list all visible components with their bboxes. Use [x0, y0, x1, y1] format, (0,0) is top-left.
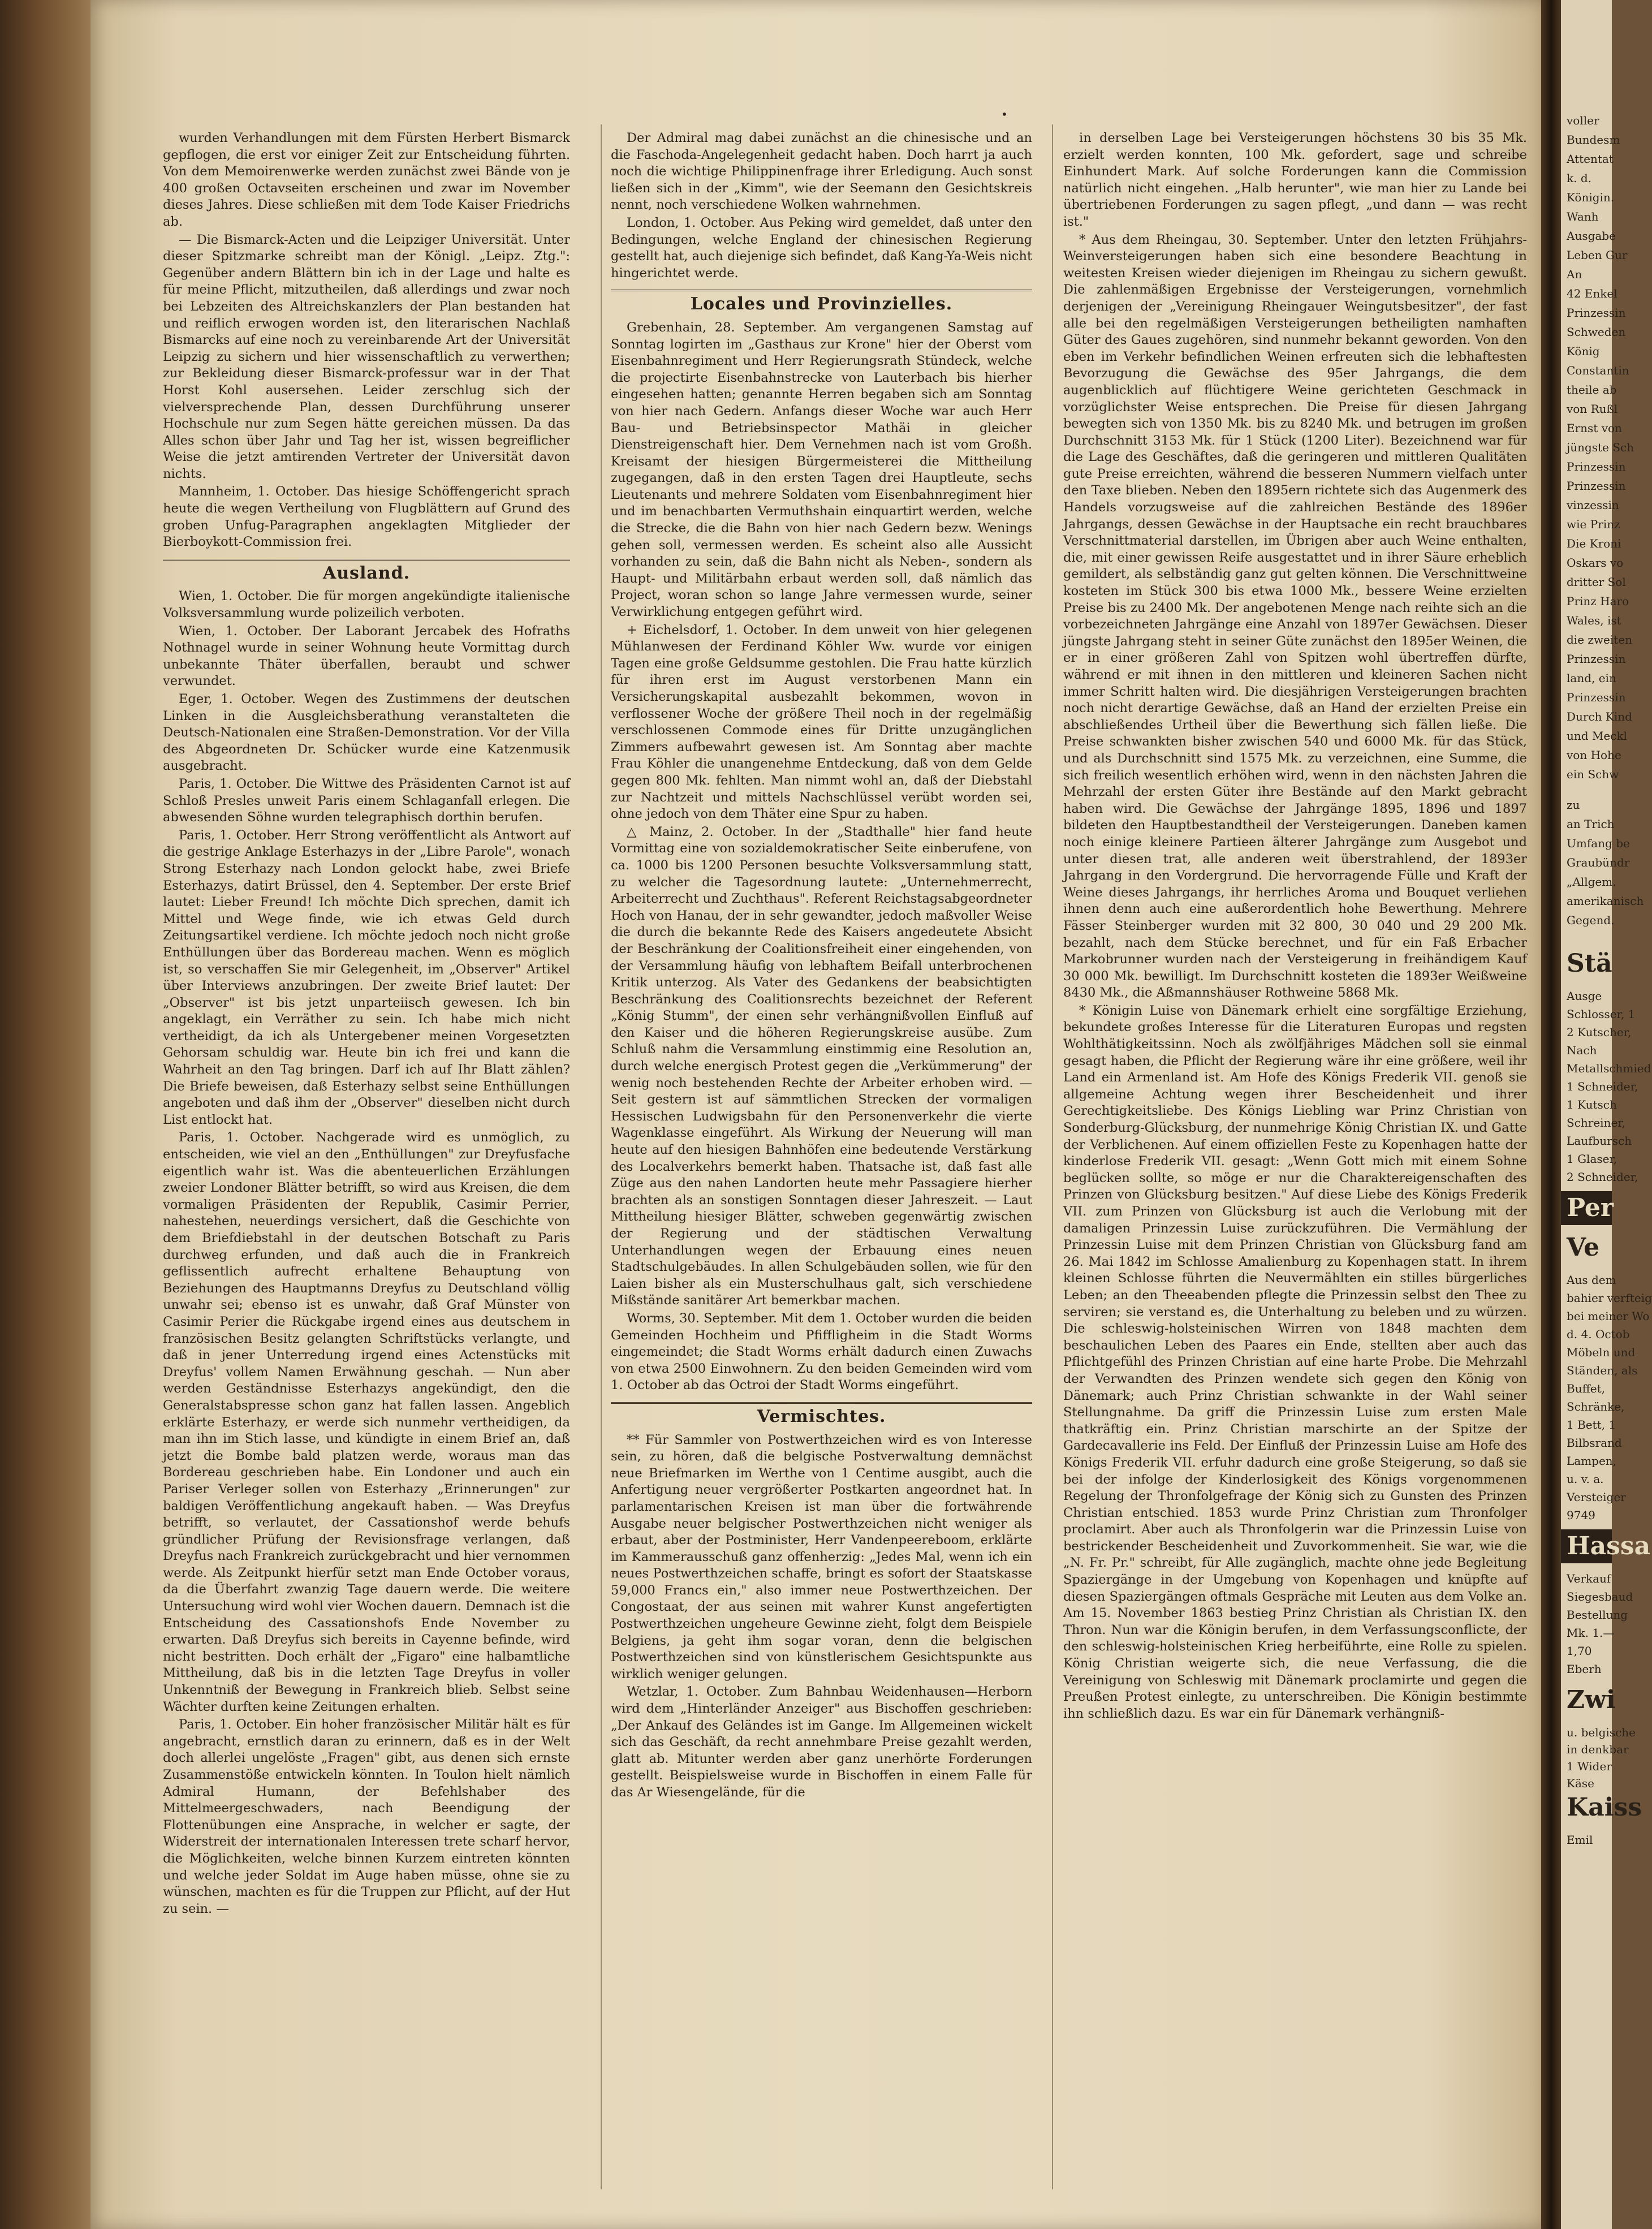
adjacent-page-line: Verkauf [1567, 1572, 1611, 1585]
adjacent-page-line: Versteiger [1567, 1490, 1626, 1504]
adjacent-page-line: „Allgem. [1567, 875, 1616, 889]
adjacent-page-line: Wales, ist [1567, 614, 1621, 627]
article-paragraph: + Eichelsdorf, 1. October. In dem unweit von hier gelegenen Mühlanwesen der Ferdinand Köhler Ww. wurde vor einigen Tagen eine große Geldsumme gestohlen. Die Frau hatte kürzlich für ihren erst im August verstorbenen Mann ein Versicherungskapital ausbezahlt bekommen, wovon in verflossener Woche der größere Theil noch in der regelmäßig verschlossenen Commode eines für Dritte unzugänglichen Zimmers aufbewahrt gewesen ist. Am Sonntag aber machte Frau Köhler die unangenehme Entdeckung, daß von dem Gelde gegen 800 Mk. fehlten. Man nimmt wohl an, daß der Diebstahl zur Nachtzeit und mittels Nachschlüssel verübt worden sei, ohne jedoch von dem Thäter eine Spur zu haben. [611, 622, 1032, 822]
adjacent-page-line: Durch Kind [1567, 710, 1632, 723]
adjacent-page-line: voller [1567, 114, 1599, 127]
adjacent-page-line: Umfang be [1567, 837, 1630, 850]
adjacent-page-line: die zweiten [1567, 633, 1633, 646]
article-paragraph: * Aus dem Rheingau, 30. September. Unter den letzten Frühjahrs-Weinversteigerungen haben sich eine besondere Beachtung in weitesten Kreisen wieder diejenigen im Rheingau zu sichern gewußt. Die zahlenmäßigen Ergebnisse der Versteigerungen, vornehmlich derjenigen der „Vereinigung Rheingauer Weingutsbesitzer", der fast alle bei den regelmäßigen Versteigerungen betheiligten namhaften Güter des Gaues zugehören, sind nunmehr bekannt geworden. Von den eben im Verkehr befindlichen Weinen erfreuten sich die lebhaftesten Bevorzugung die Gewächse des 95er Jahrgangs, die dem augenblicklich auf flüchtigere Weine gerichteten Geschmack in vorzüglichster Weise entsprechen. Die Preise für diesen Jahrgang bewegten sich von 1350 Mk. bis zu 8240 Mk. und betrugen im großen Durchschnitt 3153 Mk. für 1 Stück (1200 Liter). Bezeichnend war für die Lage des Geschäftes, daß die geringeren und mittleren Qualitäten gute Preise erreichten, während die besseren Nummern vielfach unter den Taxe blieben. Neben den 1895ern richtete sich das Augenmerk des Handels vorzugsweise auf die zahlreichen Bestände des 1896er Jahrgangs, dessen Gewächse in der Hauptsache ein recht brauchbares Verschnittmaterial darstellen, im Übrigen aber auch Weine enthalten, die, mit einer gewissen Reife ausgestattet und in ihrer Säure erheblich gemildert, als selbständig ganz gut gelten können. Die Verschnittweine kosteten im Stück 300 bis etwa 1000 Mk., bessere Weine erzielten Preise bis zu 2400 Mk. Der angebotenen Menge nach reihte sich an die vorbezeichneten Jahrgänge eine Anzahl von 1897er Gewächsen. Dieser jüngste Jahrgang steht in seiner Güte zunächst den 1895er Weinen, die er in einer größeren Zahl von Spitzen wohl übertreffen dürfte, während er mit ihnen in den mittleren und kleineren Sachen nicht immer Schritt halten wird. Die diesjährigen Versteigerungen brachten noch nicht derartige Gewächse, daß an Hand der erzielten Preise ein abschließendes Urtheil über die Bewerthung sich fällen ließe. Die Preise schwankten bisher zwischen 540 und 6000 Mk. für das Stück, und als Durchschnitt sind 1575 Mk. zu verzeichnen, eine Summe, die sich freilich wesentlich erhöhen wird, wenn in den nächsten Jahren die Mehrzahl der ersten Güter ihre Bestände auf den Markt gebracht haben wird. Die Gewächse der Jahrgänge 1895, 1896 und 1897 bildeten den Hauptbestandtheil der Versteigerungen. Daneben kamen noch einige kleinere Partieen älterer Jahrgänge zum Ausgebot und unter diesen trat, alle anderen weit überstrahlend, der 1893er Jahrgang in den Vordergrund. Die hervorragende Fülle und Kraft der Weine dieses Jahrgangs, ihr herrliches Aroma und Bouquet verliehen ihnen denn auch eine außerordentlich hohe Bewerthung. Mehrere Fässer Steinberger wurden mit 32 800, 30 040 und 29 200 Mk. bezahlt, nach dem Stücke berechnet, und für ein Faß Erbacher Markobrunner wurden nach der Versteigerung in freihändigem Kauf 30 000 Mk. bewilligt. Im Durchschnitt kosteten die 1893er Weißweine 8430 Mk., die Aßmannshäuser Rothweine 5868 Mk. [1063, 232, 1527, 1001]
column-2 [611, 130, 1032, 2184]
adjacent-page-line: Emil [1567, 1833, 1593, 1847]
adjacent-page-line: zu [1567, 798, 1580, 812]
column-3 [1063, 130, 1527, 2184]
binding-gutter [1541, 0, 1561, 2229]
adjacent-page-line: amerikanisch [1567, 894, 1644, 908]
adjacent-page-fragment [1561, 0, 1652, 2229]
column-rule-1 [601, 124, 602, 2189]
adjacent-page-line: vinzessin [1567, 498, 1619, 512]
adjacent-page-line: wie Prinz [1567, 518, 1620, 531]
adjacent-page-line: Oskars vo [1567, 556, 1624, 570]
adjacent-page-headline: Ve [1567, 1233, 1600, 1262]
adjacent-page-line: jüngste Sch [1567, 441, 1634, 454]
adjacent-page-line: Buffet, [1567, 1382, 1606, 1395]
adjacent-page-line: 2 Kutscher, [1567, 1025, 1632, 1039]
adjacent-page-line: Laufbursch [1567, 1134, 1632, 1148]
adjacent-page-line: 1 Wider [1567, 1760, 1612, 1773]
adjacent-page-line: Ständen, als [1567, 1364, 1638, 1377]
article-paragraph: Wetzlar, 1. October. Zum Bahnbau Weidenhausen—Herborn wird dem „Hinterländer Anzeiger" aus Bischoffen geschrieben: „Der Ankauf des Geländes ist im Gange. Im Allgemeinen wickelt sich das Geschäft, da recht annehmbare Preise gezahlt werden, glatt ab. Mitunter werden aber ganz unerhörte Forderungen gestellt. Beispielsweise wurde in Bischoffen in einem Falle für das Ar Wiesengelände, für die [611, 1684, 1032, 1800]
adjacent-page-line: k. d. [1567, 171, 1591, 185]
column-rule-2 [1052, 124, 1053, 2189]
adjacent-page-headline: Hassa [1567, 1532, 1651, 1560]
adjacent-page-line: Prinzessin [1567, 652, 1626, 666]
adjacent-page-line: 1 Glaser, [1567, 1152, 1618, 1166]
adjacent-page-line: von Hohe [1567, 748, 1621, 762]
adjacent-page-line: an Trich [1567, 817, 1615, 831]
article-paragraph: — Die Bismarck-Acten und die Leipziger Universität. Unter dieser Spitzmarke schreibt man der Königl. „Leipz. Ztg.": Gegenüber andern Blättern bin ich in der Lage und halte es für meine Pflicht, mitzutheilen, daß allerdings und zwar noch bei Lebzeiten des Altreichskanzlers der Plan bestanden hat und reiflich erwogen worden ist, den literarischen Nachlaß Bismarcks auf eine noch zu vereinbarende Art der Universität Leipzig zu sichern und hier wissenschaftlich zu verwerthen; zur Bekleidung dieser Bismarck-professur war in der That Horst Kohl ausersehen. Leider zerschlug sich der vielversprechende Plan, dessen Durchführung unserer Hochschule nur zum Segen hätte gereichen müssen. Da das Alles schon über Jahr und Tag her ist, wissen begreiflicher Weise die jetzt amtirenden Vertreter der Universität davon nichts. [163, 232, 570, 481]
article-paragraph: Grebenhain, 28. September. Am vergangenen Samstag auf Sonntag logirten im „Gasthaus zur Krone" hier der Oberst vom Eisenbahnregiment und Herr Regierungsrath Stündeck, welche die projectirte Eisenbahnstrecke von Lauterbach bis hierher eingesehen hatten; genannte Herren begaben sich am Sonntag von hier nach Gedern. Anfangs dieser Woche war auch Herr Bau- und Betriebsinspector Mathäi in gleicher Dienstreigenschaft hier. Dem Vernehmen nach ist vom Großh. Kreisamt der hiesigen Bürgermeisterei die Mittheilung zugegangen, daß in den ersten Tagen drei Hauptleute, sechs Lieutenants und mehrere Soldaten vom Eisenbahnregiment hier und im benachbarten Vermuthshain einquartirt werden, welche die Strecke, die die Bahn von hier nach Gedern bezw. Wenings gehen soll, vermessen werden. Es scheint also alle Aussicht vorhanden zu sein, daß die Bahn nicht als Neben-, sondern als Haupt- und Militärbahn erbaut werden soll, daß nämlich das Project, woran schon so lange Jahre vermessen wurde, seiner Verwirklichung entgegen geführt wird. [611, 320, 1032, 620]
adjacent-page-line: von Rußl [1567, 402, 1618, 416]
adjacent-page-line: 1 Kutsch [1567, 1098, 1617, 1111]
adjacent-page-line: Lampen, [1567, 1454, 1617, 1468]
adjacent-page-line: 1,70 [1567, 1644, 1592, 1658]
article-paragraph: Mannheim, 1. October. Das hiesige Schöffengericht sprach heute die wegen Vertheilung von Flugblättern auf Grund des groben Unfug-Paragraphen angeklagten Mitglieder der Bierboykott-Commission frei. [163, 484, 570, 550]
adjacent-page-line: 42 Enkel [1567, 287, 1618, 300]
adjacent-page-line: theile ab [1567, 383, 1617, 396]
adjacent-page-line: Attentat [1567, 152, 1614, 166]
adjacent-page-line: Prinzessin [1567, 479, 1626, 493]
adjacent-page-line: An [1567, 268, 1582, 281]
adjacent-page-line: Aus dem [1567, 1273, 1616, 1287]
adjacent-page-line: Gegend. [1567, 913, 1615, 927]
adjacent-page-line: Constantin [1567, 364, 1629, 377]
column-1 [163, 130, 570, 2184]
article-paragraph: Worms, 30. September. Mit dem 1. October wurden die beiden Gemeinden Hochheim und Pfiffligheim in die Stadt Worms eingemeindet; die Stadt Worms erhält dadurch einen Zuwachs von etwa 2500 Einwohnern. Zu den beiden Gemeinden wird vom 1. October ab das Octroi der Stadt Worms eingeführt. [611, 1310, 1032, 1393]
article-paragraph: Paris, 1. October. Die Wittwe des Präsidenten Carnot ist auf Schloß Presles unweit Paris einem Schlaganfall erlegen. Die abwesenden Söhne wurden telegraphisch dorthin berufen. [163, 776, 570, 825]
article-paragraph: Eger, 1. October. Wegen des Zustimmens der deutschen Linken in die Ausgleichsberathung veranstalteten die Deutsch-Nationalen eine Straßen-Demonstration. Vor der Villa des Abgeordneten Dr. Schücker wurde eine Katzenmusik ausgebracht. [163, 692, 570, 774]
adjacent-page-line: Nach [1567, 1044, 1597, 1057]
section-heading-vermischtes: Vermischtes. [611, 1402, 1032, 1425]
article-paragraph: Paris, 1. October. Herr Strong veröffentlicht als Antwort auf die gestrige Anklage Esterhazys in der „Libre Parole", wonach Strong Esterhazy nach London gelockt habe, zwei Briefe Esterhazys, datirt Brüssel, den 4. September. Der erste Brief lautet: Lieber Freund! Ich möchte Dich sprechen, damit ich Mittel und Wege finde, wie ich etwas Geld durch Zeitungsartikel verdiene. Ich möchte jedoch noch nicht große Enthüllungen über das Bordereau machen. Wenn es möglich ist, so verschaffen Sie mir Gelegenheit, im „Observer" Artikel über Interviews anzubringen. Der zweite Brief lautet: Der „Observer" ist bis jetzt unparteiisch gewesen. Ich bin angeklagt, ein Verräther zu sein. Ich habe mich nicht vertheidigt, da ich als Untergebener meinen Vorgesetzten Gehorsam schuldig war. Heute bin ich frei und kann die Wahrheit an den Tag bringen. Darf ich auf Ihr Blatt zählen? Die Briefe beweisen, daß Esterhazy selbst seine Enthüllungen angeboten und daß ihm der „Observer" dieselben nicht durch List entlockt hat. [163, 827, 570, 1127]
article-paragraph: Paris, 1. October. Ein hoher französischer Militär hält es für angebracht, ernstlich daran zu erinnern, daß es in der Welt doch allerlei ungelöste „Fragen" gibt, aus denen sich ernste Zusammenstöße entwickeln könnten. In Toulon hielt nämlich Admiral Humann, der Befehlshaber des Mittelmeergeschwaders, nach Beendigung der Flottenübungen eine Ansprache, in welcher er sagte, der Widerstreit der internationalen Interessen trete scharf hervor, die Möglichkeiten, welche binnen Kurzem eintreten könnten und welche jeder Soldat im Auge haben müsse, ohne sie zu wünschen, machten es für die Truppen zur Pflicht, auf der Hut zu sein. — [163, 1717, 570, 1916]
adjacent-page-line: in denkbar [1567, 1743, 1629, 1756]
article-paragraph: Der Admiral mag dabei zunächst an die chinesische und an die Faschoda-Angelegenheit gedacht haben. Doch harrt ja auch noch die wichtige Philippinenfrage ihrer Erledigung. Auch sonst ließen sich in der „Kimm", wie der Seemann den Gesichtskreis nennt, noch verschiedene Wolken wahrnehmen. [611, 131, 1032, 213]
adjacent-page-line: ein Schw [1567, 768, 1619, 781]
adjacent-page-line: 1 Schneider, [1567, 1080, 1638, 1093]
adjacent-page-line: dritter Sol [1567, 575, 1626, 589]
adjacent-page-line: Käse [1567, 1777, 1594, 1790]
article-paragraph: Paris, 1. October. Nachgerade wird es unmöglich, zu entscheiden, wie viel an den „Enthüllungen" zur Dreyfusfache eigentlich wahr ist. Was die abenteuerlichen Erzählungen zweier Londoner Blätter betrifft, so wird aus Kreisen, die dem vormaligen Präsidenten der Republik, Casimir Perrier, nahestehen, neuerdings versichert, daß die Geschichte von dem Briefdiebstahl in der deutschen Botschaft zu Paris durchweg erfunden, und daß auch die in Frankreich geflissentlich aufrecht erhaltene Behauptung von Beziehungen des Hauptmanns Dreyfus zu Deutschland völlig unwahr sei; ebenso ist es unwahr, daß Graf Münster von Casimir Perier die Rückgabe irgend eines aus deutschem in französischen Besitz gelangten Schriftstücks verlangte, und daß in jener Unterredung irgend eines Actenstücks mit Dreyfus' vollem Namen Erwähnung geschah. — Nun aber werden Geständnisse Esterhazys angekündigt, den die Generalstabspresse schon ganz hat fallen lassen. Angeblich erklärte Esterhazy, er werde sich nunmehr vertheidigen, da man ihn im Stich lasse, und kündigte in einem Brief an, daß jetzt die Bombe bald platzen werde, woraus man das Bordereau geschrieben habe. Ein Londoner und auch ein Pariser Verleger sollen von Esterhazy „Erinnerungen" zur baldigen Veröffentlichung angekauft haben. — Was Dreyfus betrifft, so verlautet, der Cassationshof werde behufs gründlicher Prüfung der Revisionsfrage verlangen, daß Dreyfus nach Frankreich zurückgebracht und hier vernommen werde. Als Zeitpunkt hierfür setzt man Ende October voraus, da die Überfahrt zwanzig Tage dauern werde. Die weitere Untersuchung wird wohl vier Wochen dauern. Demnach ist die Entscheidung des Cassationshofs Ende November zu erwarten. Daß Dreyfus sich bereits in Cayenne befinde, wird nicht bestritten. Doch erhält der „Figaro" eine halbamtliche Mittheilung, daß bis in die letzten Tage Dreyfus in voller Unkenntniß der Bewegung in Frankreich blieb. Selbst seine Wächter durften keine Zeitungen erhalten. [163, 1130, 570, 1714]
adjacent-page-line: Schränke, [1567, 1400, 1625, 1413]
adjacent-page-line: und Meckl [1567, 729, 1627, 743]
adjacent-page-line: bei meiner Wo [1567, 1309, 1650, 1323]
adjacent-page-line: Leben Gur [1567, 248, 1628, 262]
adjacent-page-line: Prinzessin [1567, 691, 1626, 704]
adjacent-page-line: bahier verfteig [1567, 1291, 1652, 1305]
article-paragraph: * Königin Luise von Dänemark erhielt eine sorgfältige Erziehung, bekundete großes Interesse für die Literaturen Europas und regsten Wohlthätigkeitssinn. Noch als zwölfjähriges Mädchen soll sie einmal gesagt haben, die Pflicht der Regierung wäre ihr eine größere, weil ihr Land ein Armenland ist. Am Hofe des Königs Frederik VII. genoß sie allgemeine Achtung wegen ihrer Bescheidenheit und ihrer Gerechtigkeitsliebe. Des Königs Liebling war Prinz Christian von Sonderburg-Glücksburg, der nunmehrige König Christian IX. und Gatte der Verblichenen. Auf einem offiziellen Feste zu Kopenhagen hatte der kinderlose Frederik VII. gesagt: „Wenn Gott mich mit einem Sohne beglücken sollte, so möge er nur die Charaktereigenschaften des Prinzen von Glücksburg besitzen." Auf diese Liebe des Königs Frederik VII. zum Prinzen von Glücksburg ist auch die Verlobung mit der damaligen Prinzessin Luise zurückzuführen. Die Vermählung der Prinzessin Luise mit dem Prinzen Christian von Glücksburg fand am 26. Mai 1842 im Schlosse Amalienburg zu Kopenhagen statt. In ihrem kleinen Schlosse führten die Neuvermählten ein stilles bürgerliches Leben; an den Theeabenden pflegte die Prinzessin selbst den Thee zu serviren; sie verstand es, die Unterhaltung zu beleben und zu würzen. Die schleswig-holsteinischen Wirren von 1848 machten dem beschaulichen Leben des Paares ein Ende, stellten aber auch das Pflichtgefühl des Prinzen Christian auf eine harte Probe. Die Mehrzahl der Verwandten des Prinzen wendete sich gegen den König von Dänemark; auch Prinz Christian schwankte in der Wahl seiner Stellungnahme. Da griff die Prinzessin Luise zum ersten Male thatkräftig ein. Prinz Christian marschirte an der Spitze der Gardecavallerie ins Feld. Der Einfluß der Prinzessin Luise am Hofe des Königs Frederik VII. erfuhr dadurch eine große Steigerung, so daß sie bei der infolge der Kinderlosigkeit des Königs vorgenommenen Regelung der Thronfolgefrage der König sich zu Gunsten des Prinzen Christian entschied. 1853 wurde Prinz Christian zum Thronfolger proclamirt. Aber auch als Thronfolgerin war die Prinzessin Luise von bestrickender Bescheidenheit und Zuvorkommenheit. Sie war, wie die „N. Fr. Pr." schreibt, für Alle zugänglich, machte ohne jede Begleitung Spaziergänge in der Umgebung von Kopenhagen und knüpfte auf diesen Spaziergängen oftmals Gespräche mit Leuten aus dem Volke an. Am 15. November 1863 bestieg Prinz Christian als Christian IX. den Thron. Nun war die Königin berufen, in dem Verfassungsconflicte, der den schleswig-holsteinischen Krieg herbeiführte, eine Rolle zu spielen. König Christian weigerte sich, die neue Verfassung, die die Vereinigung von Schleswig mit Dänemark proclamirte und gegen die Preußen Protest einlegte, zu unterschreiben. Die Königin bestimmte ihn schließlich dazu. Es war ein für Dänemark verhängniß- [1063, 1003, 1527, 1721]
section-heading-ausland: Ausland. [163, 559, 570, 582]
section-heading-locales: Locales und Provinzielles. [611, 290, 1032, 313]
article-paragraph: ** Für Sammler von Postwerthzeichen wird es von Interesse sein, zu hören, daß die belgische Postverwaltung demnächst neue Briefmarken im Werthe von 1 Centime ausgibt, auch die Anfertigung neuer vergrößerter Postkarten angeordnet hat. In parlamentarischen Kreisen ist man über die fortwährende Ausgabe neuer belgischer Postwerthzeichen nicht weniger als erbaut, aber der Postminister, Herr Vandenpeereboom, erklärte im Kammerausschuß ganz offenherzig: „Jedes Mal, wenn ich ein neues Postwerthzeichen schaffe, bringt es sofort der Staatskasse 59,000 Francs ein," also immer neue Postwerthzeichen. Der Congostaat, der aus seinen mit wahrer Kunst angefertigten Postwerthzeichen ungeheure Gewinne zieht, folgt dem Beispiele Belgiens, ja geht ihm sogar voran, denn die belgischen Postwerthzeichen sind von künstlerischem Gesichtspunkte aus wirklich weniger gelungen. [611, 1432, 1032, 1682]
adjacent-page-line: land, ein [1567, 671, 1616, 685]
adjacent-page-line: Wanh [1567, 210, 1599, 223]
article-paragraph: London, 1. October. Aus Peking wird gemeldet, daß unter den Bedingungen, welche England der chinesischen Regierung gestellt hat, auch diejenige sich befindet, daß Kang-Ya-Weis nicht hingerichtet werde. [611, 215, 1032, 281]
adjacent-page-headline: Per [1567, 1193, 1614, 1222]
adjacent-page-line: Möbeln und [1567, 1346, 1636, 1359]
adjacent-page-line: Ausge [1567, 989, 1602, 1003]
adjacent-page-line: d. 4. Octob [1567, 1327, 1630, 1341]
adjacent-page-headline: Kaiss [1567, 1793, 1642, 1822]
adjacent-page-line: Bestellung [1567, 1608, 1628, 1622]
article-paragraph: wurden Verhandlungen mit dem Fürsten Herbert Bismarck gepflogen, die erst vor einiger Zeit zur Entscheidung führten. Von dem Memoirenwerke werden zunächst zwei Bände von je 400 großen Octavseiten erscheinen und zwar im November dieses Jahres. Diese schließen mit dem Tode Kaiser Friedrichs ab. [163, 131, 570, 229]
article-paragraph: Wien, 1. October. Der Laborant Jercabek des Hofraths Nothnagel wurde in seiner Wohnung heute Vormittag durch unbekannte Thäter überfallen, beraubt und schwer verwundet. [163, 623, 570, 689]
adjacent-page-line: Bilbsrand [1567, 1436, 1622, 1450]
adjacent-page-line: Schweden [1567, 325, 1626, 339]
adjacent-page-line: Mk. 1.— [1567, 1626, 1615, 1640]
adjacent-page-line: Eberh [1567, 1662, 1602, 1676]
adjacent-page-line: Prinz Haro [1567, 594, 1629, 608]
adjacent-page-line: Schlosser, 1 [1567, 1007, 1636, 1021]
adjacent-page-line: Metallschmied [1567, 1062, 1651, 1075]
page-mark: • [1001, 107, 1008, 121]
adjacent-page-line: König [1567, 344, 1600, 358]
adjacent-page-line: Ernst von [1567, 421, 1622, 435]
adjacent-page-line: Die Kroni [1567, 537, 1621, 550]
adjacent-page-headline: Zwi [1567, 1685, 1616, 1714]
adjacent-page-line: Prinzessin [1567, 460, 1626, 473]
article-paragraph: △ Mainz, 2. October. In der „Stadthalle" hier fand heute Vormittag eine von sozialdemokratischer Seite einberufene, von ca. 1000 bis 1200 Personen besuchte Volksversammlung statt, zu welcher die Tagesordnung lautete: „Unternehmerrecht, Arbeiterrecht und Zuchthaus". Referent Reichstagsabgeordneter Hoch von Hanau, der in sehr gewandter, jedoch maßvoller Weise die durch die bekannte Rede des Kaisers angedeutete Absicht der Beschränkung der Coalitionsfreiheit einer eingehenden, von der Versammlung häufig von lebhaftem Beifall unterbrochenen Kritik unterzog. Als Vater des Gedankens der beabsichtigten Beschränkung des Coalitionsrechts bezeichnet der Referent „König Stumm", der einen sehr verhängnißvollen Einfluß auf den Kaiser und die höheren Regierungskreise ausübe. Zum Schluß nahm die Versammlung einstimmig eine Resolution an, durch welche energisch Protest gegen die „Verkümmerung" der wenig noch bestehenden Rechte der Arbeiter erhoben wird. — Seit gestern ist auf sämmtlichen Strecken der vormaligen Hessischen Ludwigsbahn für den Personenverkehr die vierte Wagenklasse eingeführt. Als Wirkung der Neuerung will man heute auf den hiesigen Bahnhöfen eine bedeutende Verstärkung des Localverkehrs bemerkt haben. Thatsache ist, daß fast alle Züge aus den nahen Landorten heute mehr Passagiere hierher brachten als an sonstigen Sonntagen dieser Jahreszeit. — Laut Mittheilung hiesiger Blätter, schweben gegenwärtig zwischen der Regierung und der städtischen Verwaltung Unterhandlungen wegen der Erbauung eines neuen Stadtschulgebäudes. In allen Schulgebäuden sollen, wie für den Laien bisher als ein Musterschulhaus galt, sich verschiedene Mißstände sanitärer Art bemerkbar machen. [611, 824, 1032, 1308]
adjacent-page-headline: Stä [1567, 949, 1612, 978]
adjacent-page-line: Siegesbaud [1567, 1590, 1633, 1603]
article-paragraph: Wien, 1. October. Die für morgen angekündigte italienische Volksversammlung wurde polizeilich verboten. [163, 589, 570, 621]
adjacent-page-line: Bundesm [1567, 133, 1620, 146]
adjacent-page-line: Graubündr [1567, 856, 1630, 869]
adjacent-page-line: 1 Bett, 1 [1567, 1418, 1616, 1432]
adjacent-page-line: 2 Schneider, [1567, 1170, 1638, 1184]
adjacent-page-line: u. belgische [1567, 1726, 1636, 1739]
adjacent-page-line: Schreiner, [1567, 1116, 1626, 1129]
adjacent-page-line: Ausgabe [1567, 229, 1616, 243]
article-paragraph: in derselben Lage bei Versteigerungen höchstens 30 bis 35 Mk. erzielt werden konnten, 100 Mk. gefordert, sage und schreibe Einhundert Mark. Auf solche Forderungen kann die Commission natürlich nicht eingehen. „Halb herunter", wie man hier zu Lande bei übertriebenen Forderungen zu sagen pflegt, „und dann — was recht ist." [1063, 131, 1527, 229]
adjacent-page-line: Prinzessin [1567, 306, 1626, 320]
adjacent-page-line: 9749 [1567, 1508, 1595, 1522]
adjacent-page-line: Königin. [1567, 191, 1615, 204]
adjacent-page-line: u. v. a. [1567, 1472, 1604, 1486]
